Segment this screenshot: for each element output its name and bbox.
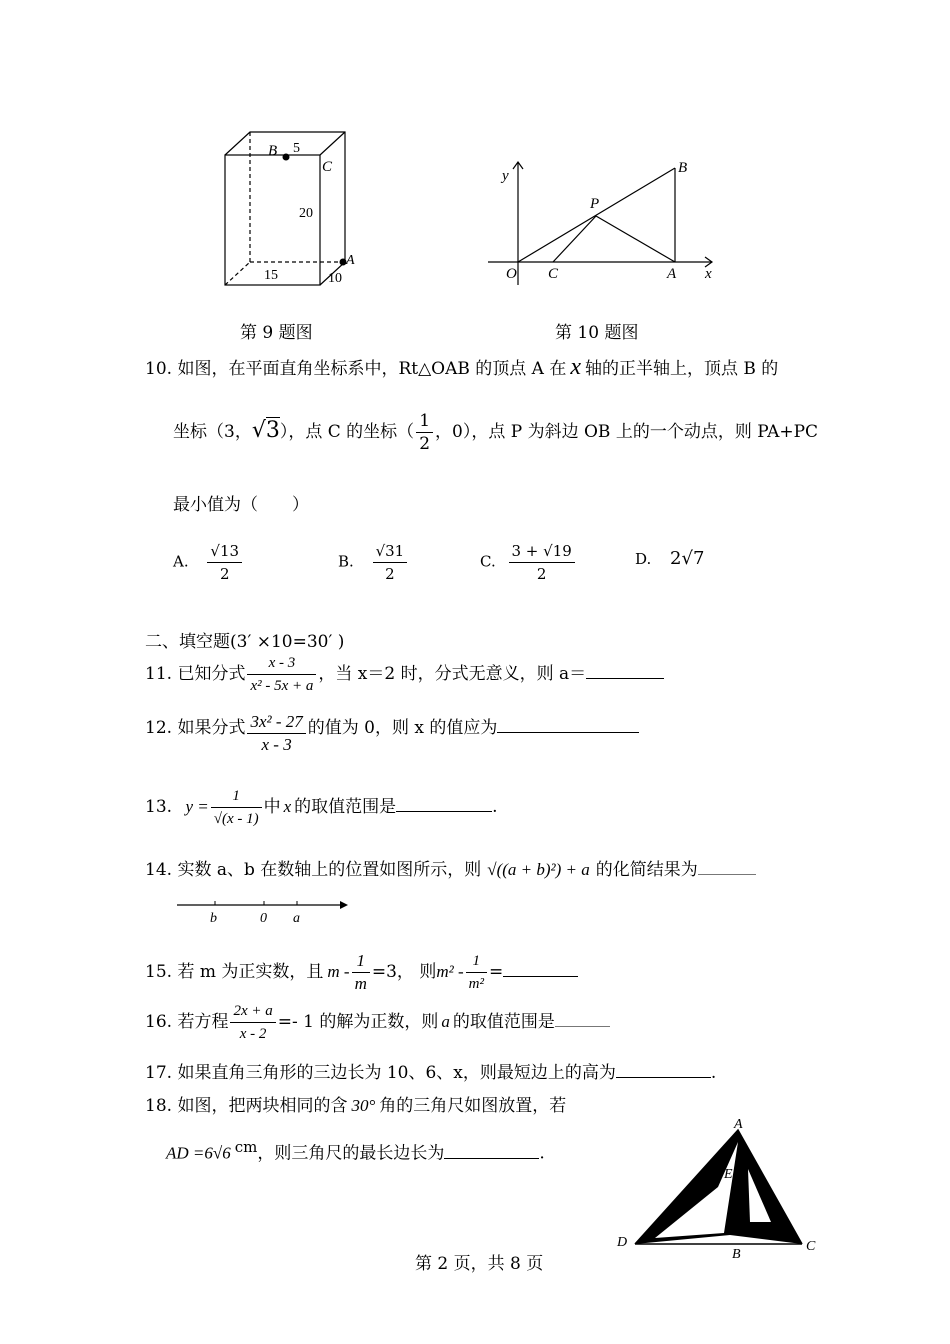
- figure-10-coordinates: [480, 150, 730, 290]
- axis-x-label: x: [705, 266, 712, 282]
- label-e: E: [724, 1167, 733, 1182]
- option-d[interactable]: D. 2√7: [635, 548, 705, 569]
- q13: 13. y = $\frac{1}{√(x - 1)}$ 中 x 的取值范围是 .: [145, 785, 498, 830]
- label-b: B: [732, 1247, 741, 1262]
- axis-y-label: y: [502, 168, 509, 184]
- figure-9-caption: 第 9 题图: [240, 323, 313, 343]
- q18-answer-blank[interactable]: [444, 1158, 539, 1159]
- label-c: C: [806, 1239, 816, 1254]
- q11-answer-blank[interactable]: [586, 678, 664, 679]
- label-a: A: [734, 1117, 743, 1132]
- section-2-heading: 二、填空题(3′ ×10=30′ ): [145, 632, 345, 652]
- label-a: A: [667, 266, 677, 282]
- q14-number-line: [175, 895, 350, 925]
- q12-answer-blank[interactable]: [497, 732, 639, 733]
- point-b-dot: [283, 154, 290, 161]
- q16: 16. 若方程 $\frac{2x + a}{x - 2}$ =- 1 的解为正数，则 a 的取值范围是: [145, 1000, 610, 1045]
- figure-9-cuboid: [215, 125, 365, 300]
- label-a: A: [346, 253, 355, 268]
- label-c: C: [548, 266, 559, 282]
- label-15: 15: [264, 268, 278, 283]
- option-c[interactable]: C. $\frac{3 + √19}{2}$: [480, 540, 577, 585]
- zero-label: 0: [260, 911, 267, 925]
- q15: 15. 若 m 为正实数，且 m - $\frac{1}{m}$ =3， 则m² - $\frac{1}{\text{m²}}$ =: [145, 950, 578, 995]
- q14-answer-blank[interactable]: [698, 874, 756, 875]
- label-b: B: [678, 160, 688, 176]
- q10-line2: 坐标（3，√3），点 C 的坐标（ $\frac{1}{2}$ ，0），点 P 为斜边 OB 上的一个动点，则 PA+PC: [173, 411, 819, 454]
- q17-answer-blank[interactable]: [616, 1077, 711, 1078]
- q14: 14. 实数 a、b 在数轴上的位置如图所示，则 √((a + b)²) + a 的化简结果为: [145, 855, 756, 880]
- label-d: D: [617, 1235, 628, 1250]
- q10-line1: 10. 如图，在平面直角坐标系中，Rt△OAB 的顶点 A 在 x 轴的正半轴上，顶点 B 的: [145, 354, 779, 380]
- label-o: O: [506, 266, 517, 282]
- q17: 17. 如果直角三角形的三边长为 10、6、x，则最短边上的高为 .: [145, 1063, 717, 1083]
- q18-line2: AD =6√6 cm，则三角尺的最长边长为 .: [166, 1138, 545, 1164]
- label-p: P: [590, 196, 600, 212]
- label-b: B: [268, 143, 278, 159]
- label-10: 10: [328, 271, 342, 286]
- q11: 11. 已知分式 $\frac{x - 3}{\text{x² - 5x + a}}$ ，当 x＝2 时，分式无意义，则 a＝: [145, 652, 664, 697]
- label-5: 5: [293, 141, 300, 156]
- q12: 12. 如果分式 $\frac{\text{3x² - 27}}{x - 3}$ 的值为 0，则 x 的值应为: [145, 713, 639, 756]
- q10-line3: 最小值为（ ）: [173, 495, 309, 515]
- figure-10-caption: 第 10 题图: [555, 323, 639, 343]
- q13-answer-blank[interactable]: [396, 811, 492, 812]
- page-footer: 第 2 页，共 8 页: [415, 1254, 544, 1274]
- point-b-label: b: [210, 911, 217, 925]
- q15-answer-blank[interactable]: [503, 976, 578, 977]
- option-b[interactable]: B. $\frac{√31}{2}$: [338, 540, 409, 585]
- label-20: 20: [299, 206, 313, 221]
- q16-answer-blank[interactable]: [555, 1026, 610, 1027]
- option-a[interactable]: A. $\frac{√13}{2}$: [173, 540, 244, 585]
- q18-line1: 18. 如图，把两块相同的含 30° 角的三角尺如图放置，若: [145, 1096, 567, 1116]
- point-a-label: a: [293, 911, 300, 925]
- q18-triangle-rulers-figure: [610, 1112, 825, 1262]
- label-c: C: [322, 159, 333, 175]
